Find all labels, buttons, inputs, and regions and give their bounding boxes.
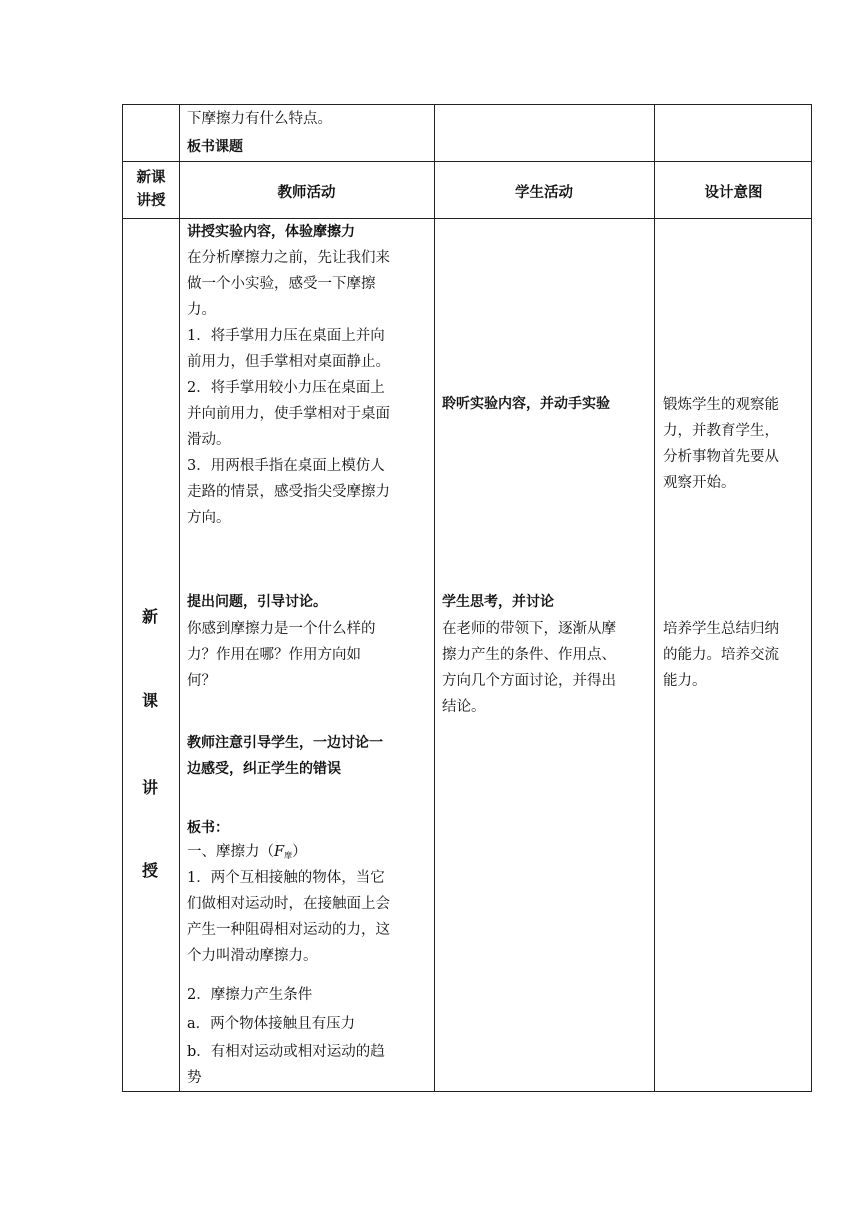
header-teacher-activity: 教师活动 xyxy=(277,185,336,201)
teacher-line: 2．将手掌用较小力压在桌面上 xyxy=(187,380,385,396)
board-title-suffix: ） xyxy=(292,844,307,860)
header-design-intent: 设计意图 xyxy=(704,185,763,201)
student-activity: 聆听实验内容，并动手实验 xyxy=(442,396,610,412)
teacher-line: 滑动。 xyxy=(187,432,231,448)
force-symbol: F xyxy=(274,844,285,860)
header-section-line1: 新课 xyxy=(136,170,166,186)
teacher-line: 走路的情景，感受指尖受摩擦力 xyxy=(187,484,390,500)
student-line: 结论。 xyxy=(442,699,486,715)
design-line: 力，并教育学生， xyxy=(663,423,779,439)
teacher-line: 们做相对运动时，在接触面上会 xyxy=(187,896,390,912)
design-line: 分析事物首先要从 xyxy=(663,449,779,465)
design-line: 培养学生总结归纳 xyxy=(663,621,779,637)
side-label-char: 讲 xyxy=(142,778,159,797)
design-line: 观察开始。 xyxy=(663,475,736,491)
student-heading: 学生思考，并讨论 xyxy=(442,594,554,610)
teacher-line: 力？作用在哪？作用方向如 xyxy=(187,647,361,663)
teacher-line: 个力叫滑动摩擦力。 xyxy=(187,948,318,964)
teacher-line: 在分析摩擦力之前，先让我们来 xyxy=(187,250,390,266)
teacher-line: 力。 xyxy=(187,302,216,318)
teacher-note: 教师注意引导学生，一边讨论一 xyxy=(187,735,383,751)
header-section-line2: 讲授 xyxy=(136,193,166,209)
header-student-activity: 学生活动 xyxy=(515,185,573,201)
board-title-prefix: 一、摩擦力（ xyxy=(187,844,274,860)
teacher-heading: 讲授实验内容，体验摩擦力 xyxy=(187,224,355,240)
lesson-plan-table xyxy=(122,104,812,1092)
teacher-heading: 提出问题，引导讨论。 xyxy=(187,594,327,610)
teacher-line: 方向。 xyxy=(187,510,231,526)
teacher-line: 1．将手掌用力压在桌面上并向 xyxy=(187,328,385,344)
side-label-char: 授 xyxy=(142,861,159,880)
side-label-char: 课 xyxy=(142,691,159,710)
column-divider xyxy=(434,105,435,1091)
teacher-line: 你感到摩擦力是一个什么样的 xyxy=(187,621,376,637)
teacher-line: 做一个小实验，感受一下摩擦 xyxy=(187,276,376,292)
top-row-bold-text: 板书课题 xyxy=(187,139,243,155)
student-line: 擦力产生的条件、作用点、 xyxy=(442,647,616,663)
row-divider xyxy=(123,161,811,162)
design-line: 的能力。培养交流 xyxy=(663,647,779,663)
student-line: 方向几个方面讨论，并得出 xyxy=(442,673,616,689)
teacher-line: 势 xyxy=(187,1070,202,1086)
design-line: 锻炼学生的观察能 xyxy=(663,397,779,413)
teacher-line: 产生一种阻碍相对运动的力，这 xyxy=(187,922,390,938)
design-line: 能力。 xyxy=(663,673,707,689)
top-row-text: 下摩擦力有什么特点。 xyxy=(187,111,332,127)
teacher-note: 边感受，纠正学生的错误 xyxy=(187,761,341,777)
teacher-line: 3．用两根手指在桌面上模仿人 xyxy=(187,458,385,474)
force-subscript: 摩 xyxy=(284,851,293,860)
student-line: 在老师的带领下，逐渐从摩 xyxy=(442,621,616,637)
teacher-line: 并向前用力，使手掌相对于桌面 xyxy=(187,406,390,422)
teacher-line: b．有相对运动或相对运动的趋 xyxy=(187,1044,385,1060)
column-divider xyxy=(654,105,655,1091)
side-label-char: 新 xyxy=(142,607,159,626)
header-section xyxy=(123,167,179,213)
teacher-line: 何？ xyxy=(187,673,216,689)
teacher-line: 1．两个互相接触的物体，当它 xyxy=(187,870,385,886)
teacher-line: 2．摩擦力产生条件 xyxy=(187,987,313,1003)
board-label: 板书： xyxy=(187,820,229,836)
column-divider xyxy=(179,105,180,1091)
teacher-line: a．两个物体接触且有压力 xyxy=(187,1016,356,1032)
teacher-line: 前用力，但手掌相对桌面静止。 xyxy=(187,354,390,370)
